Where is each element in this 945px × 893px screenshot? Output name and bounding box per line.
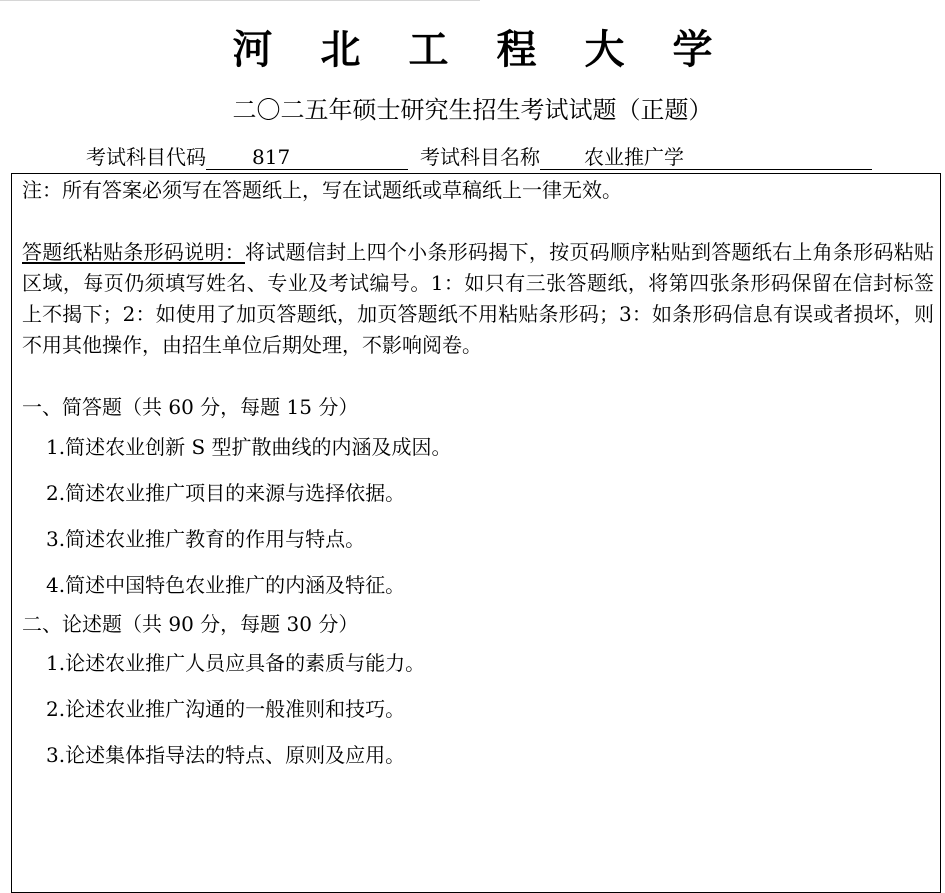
question-item: 4.简述中国特色农业推广的内涵及特征。 bbox=[46, 573, 406, 597]
subject-name-label: 考试科目名称 bbox=[420, 145, 540, 169]
barcode-instructions bbox=[22, 237, 934, 361]
university-title: 河北工程大学 bbox=[232, 26, 761, 73]
question-item: 2.论述农业推广沟通的一般准则和技巧。 bbox=[46, 697, 406, 721]
exam-content bbox=[22, 175, 934, 771]
question-item: 2.简述农业推广项目的来源与选择依据。 bbox=[46, 481, 406, 505]
subject-code-value: 817 bbox=[206, 142, 408, 170]
question-item: 1.简述农业创新 S 型扩散曲线的内涵及成因。 bbox=[46, 435, 452, 459]
exam-title: 二〇二五年硕士研究生招生考试试题（正题） bbox=[232, 96, 713, 124]
barcode-body: 将试题信封上四个小条形码揭下，按页码顺序粘贴到答题纸右上角条形码粘贴区域，每页仍须填写姓名、专业及考试编号。1：如只有三张答题纸，将第四张条形码保留在信封标签上不揭下；2：如使用了加页答题纸，加页答题纸不用粘贴条形码；3：如条形码信息有误或者损坏，则不用其他操作，由招生单位后期处理，不影响阅卷。 bbox=[22, 240, 934, 357]
barcode-heading: 答题纸粘贴条形码说明： bbox=[22, 240, 245, 264]
subject-name-value: 农业推广学 bbox=[540, 142, 872, 170]
subject-info-row bbox=[86, 142, 872, 172]
section-title-short-answer: 一、简答题（共 60 分，每题 15 分） bbox=[22, 395, 359, 419]
question-item: 3.简述农业推广教育的作用与特点。 bbox=[46, 527, 366, 551]
answer-notice: 注：所有答案必须写在答题纸上，写在试题纸或草稿纸上一律无效。 bbox=[22, 178, 622, 202]
top-edge-line bbox=[0, 0, 480, 1]
question-item: 3.论述集体指导法的特点、原则及应用。 bbox=[46, 743, 406, 767]
question-item: 1.论述农业推广人员应具备的素质与能力。 bbox=[46, 651, 426, 675]
subject-code-label: 考试科目代码 bbox=[86, 145, 206, 169]
section-title-essay: 二、论述题（共 90 分，每题 30 分） bbox=[22, 612, 359, 636]
